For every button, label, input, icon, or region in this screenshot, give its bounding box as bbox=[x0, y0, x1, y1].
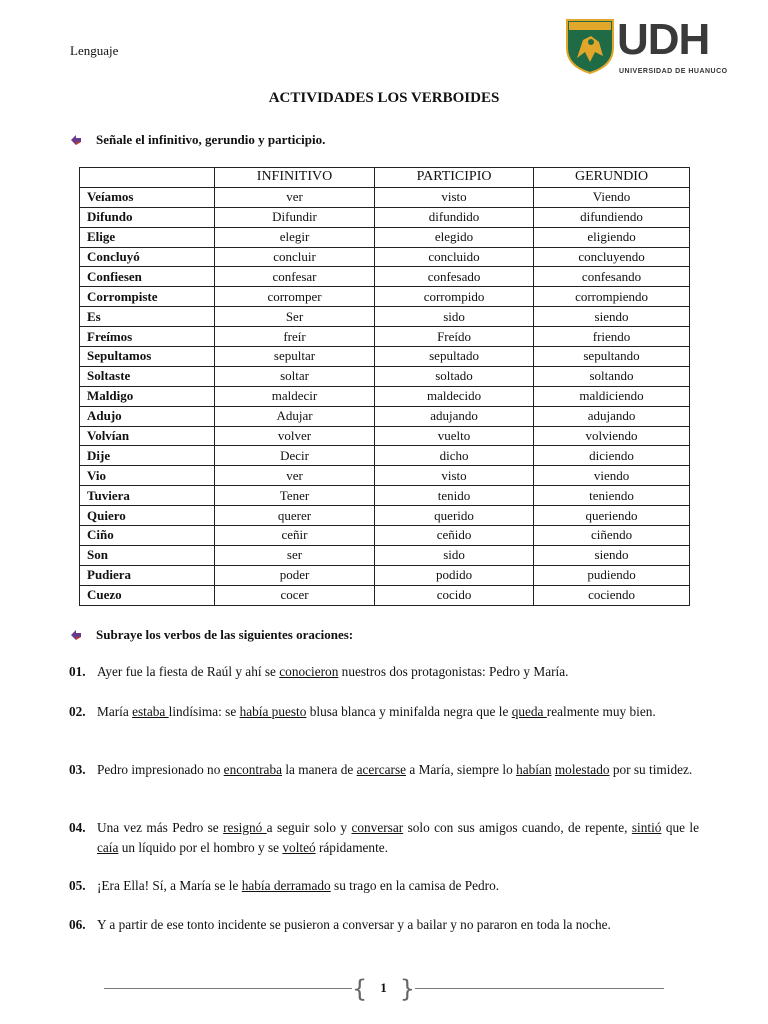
sentence-6 bbox=[69, 915, 699, 935]
participle-cell: visto bbox=[375, 187, 534, 207]
sentence-number: 05. bbox=[69, 878, 86, 893]
participle-cell: sido bbox=[375, 307, 534, 327]
page-title: ACTIVIDADES LOS VERBOIDES bbox=[268, 90, 500, 106]
table-header: PARTICIPIO bbox=[375, 168, 534, 188]
verb-cell: Son bbox=[80, 545, 215, 565]
table-row bbox=[80, 486, 690, 506]
participle-cell: sido bbox=[375, 545, 534, 565]
table-row bbox=[80, 187, 690, 207]
logo-wordmark: UDH bbox=[617, 15, 710, 64]
sentence-text bbox=[97, 915, 699, 935]
bullet-arrow-icon bbox=[70, 629, 82, 641]
gerund-cell: adujando bbox=[534, 406, 690, 426]
bracket-left-icon: { bbox=[352, 975, 368, 1003]
table-row bbox=[80, 207, 690, 227]
sentence-fragment: a seguir solo y bbox=[266, 820, 352, 835]
infinitive-cell: ver bbox=[215, 466, 375, 486]
table-row bbox=[80, 545, 690, 565]
participle-cell: elegido bbox=[375, 227, 534, 247]
sentence-text bbox=[97, 818, 699, 857]
verb-cell: Quiero bbox=[80, 506, 215, 526]
sentence-3 bbox=[69, 760, 699, 780]
verb-cell: Corrompiste bbox=[80, 287, 215, 307]
participle-cell: adujando bbox=[375, 406, 534, 426]
table-header: GERUNDIO bbox=[534, 168, 690, 188]
sentence-number: 01. bbox=[69, 664, 86, 679]
verb-cell: Es bbox=[80, 307, 215, 327]
table-row bbox=[80, 327, 690, 347]
verb-cell: Elige bbox=[80, 227, 215, 247]
sentence-fragment: Pedro impresionado no bbox=[97, 762, 224, 777]
gerund-cell: pudiendo bbox=[534, 565, 690, 585]
sentence-fragment: por su timidez. bbox=[609, 762, 693, 777]
infinitive-cell: confesar bbox=[215, 267, 375, 287]
logo-university-name: UNIVERSIDAD DE HUANUCO bbox=[619, 68, 728, 75]
verb-cell: Vio bbox=[80, 466, 215, 486]
sentence-1 bbox=[69, 662, 699, 682]
table-row bbox=[80, 506, 690, 526]
underlined-verb: queda bbox=[511, 704, 547, 719]
footer-divider-left bbox=[104, 988, 352, 989]
page-number-box bbox=[352, 976, 415, 1002]
infinitive-cell: querer bbox=[215, 506, 375, 526]
sentence-text bbox=[97, 702, 699, 722]
footer-divider-right bbox=[415, 988, 664, 989]
sentence-fragment: María bbox=[97, 704, 133, 719]
table-row bbox=[80, 227, 690, 247]
gerund-cell: Viendo bbox=[534, 187, 690, 207]
infinitive-cell: Ser bbox=[215, 307, 375, 327]
infinitive-cell: corromper bbox=[215, 287, 375, 307]
verb-cell: Tuviera bbox=[80, 486, 215, 506]
sentence-number: 03. bbox=[69, 762, 86, 777]
participle-cell: dicho bbox=[375, 446, 534, 466]
infinitive-cell: elegir bbox=[215, 227, 375, 247]
sentence-fragment: su trago en la camisa de Pedro. bbox=[330, 878, 500, 893]
table-row bbox=[80, 565, 690, 585]
gerund-cell: teniendo bbox=[534, 486, 690, 506]
infinitive-cell: sepultar bbox=[215, 347, 375, 367]
gerund-cell: soltando bbox=[534, 366, 690, 386]
gerund-cell: confesando bbox=[534, 267, 690, 287]
gerund-cell: cociendo bbox=[534, 585, 690, 605]
participle-cell: cocido bbox=[375, 585, 534, 605]
table-row bbox=[80, 366, 690, 386]
table-row bbox=[80, 287, 690, 307]
underlined-verb: volteó bbox=[282, 839, 316, 855]
table-row bbox=[80, 446, 690, 466]
gerund-cell: difundiendo bbox=[534, 207, 690, 227]
instruction-2 bbox=[70, 627, 353, 643]
gerund-cell: volviendo bbox=[534, 426, 690, 446]
participle-cell: concluido bbox=[375, 247, 534, 267]
underlined-verb: conversar bbox=[351, 820, 404, 835]
verb-cell: Confiesen bbox=[80, 267, 215, 287]
gerund-cell: ciñendo bbox=[534, 526, 690, 546]
underlined-verb: estaba bbox=[132, 704, 169, 719]
table-row bbox=[80, 307, 690, 327]
university-logo bbox=[565, 15, 745, 78]
sentence-fragment: un líquido por el hombro y se bbox=[118, 839, 283, 855]
infinitive-cell: Adujar bbox=[215, 406, 375, 426]
verb-cell: Volvían bbox=[80, 426, 215, 446]
table-row bbox=[80, 526, 690, 546]
infinitive-cell: ver bbox=[215, 187, 375, 207]
participle-cell: visto bbox=[375, 466, 534, 486]
sentence-fragment: a María, siempre lo bbox=[406, 762, 517, 777]
gerund-cell: viendo bbox=[534, 466, 690, 486]
participle-cell: confesado bbox=[375, 267, 534, 287]
table-header-row bbox=[80, 168, 690, 188]
instruction-1 bbox=[70, 132, 325, 148]
sentence-number: 04. bbox=[69, 820, 86, 835]
infinitive-cell: ser bbox=[215, 545, 375, 565]
infinitive-cell: Tener bbox=[215, 486, 375, 506]
page-number: 1 bbox=[380, 980, 387, 995]
table-row bbox=[80, 466, 690, 486]
table-row bbox=[80, 247, 690, 267]
sentence-fragment: nuestros dos protagonistas: Pedro y María. bbox=[338, 664, 569, 679]
table-header bbox=[80, 168, 215, 188]
table-row bbox=[80, 406, 690, 426]
university-shield-icon bbox=[565, 18, 615, 74]
participle-cell: soltado bbox=[375, 366, 534, 386]
sentence-fragment: blusa blanca y minifalda negra que le bbox=[306, 704, 512, 719]
participle-cell: sepultado bbox=[375, 347, 534, 367]
participle-cell: maldecido bbox=[375, 386, 534, 406]
sentence-text bbox=[97, 876, 699, 896]
underlined-verb: encontraba bbox=[223, 762, 282, 777]
underlined-verb: habían bbox=[516, 762, 552, 777]
infinitive-cell: soltar bbox=[215, 366, 375, 386]
instruction-1-text: Señale el infinitivo, gerundio y participio. bbox=[96, 132, 326, 147]
table-row bbox=[80, 267, 690, 287]
sentence-number: 02. bbox=[69, 704, 86, 719]
verb-cell: Ciño bbox=[80, 526, 215, 546]
underlined-verb: conocieron bbox=[279, 664, 339, 679]
sentence-fragment: lindísima: se bbox=[168, 704, 240, 719]
verb-cell: Dije bbox=[80, 446, 215, 466]
gerund-cell: diciendo bbox=[534, 446, 690, 466]
sentence-fragment: Ayer fue la fiesta de Raúl y ahí se bbox=[97, 664, 280, 679]
table-row bbox=[80, 585, 690, 605]
sentence-5 bbox=[69, 876, 699, 896]
underlined-verb: sintió bbox=[631, 820, 662, 835]
table-row bbox=[80, 347, 690, 367]
subject-label: Lenguaje bbox=[70, 43, 119, 58]
verb-cell: Pudiera bbox=[80, 565, 215, 585]
verb-cell: Concluyó bbox=[80, 247, 215, 267]
table-row bbox=[80, 426, 690, 446]
table-row bbox=[80, 386, 690, 406]
gerund-cell: sepultando bbox=[534, 347, 690, 367]
table-header: INFINITIVO bbox=[215, 168, 375, 188]
underlined-verb: había puesto bbox=[239, 704, 307, 719]
gerund-cell: siendo bbox=[534, 545, 690, 565]
infinitive-cell: cocer bbox=[215, 585, 375, 605]
infinitive-cell: ceñir bbox=[215, 526, 375, 546]
gerund-cell: corrompiendo bbox=[534, 287, 690, 307]
sentence-2 bbox=[69, 702, 699, 722]
infinitive-cell: poder bbox=[215, 565, 375, 585]
sentence-fragment: solo con sus amigos cuando, de repente, bbox=[403, 820, 632, 835]
underlined-verb: había derramado bbox=[241, 878, 331, 893]
gerund-cell: eligiendo bbox=[534, 227, 690, 247]
infinitive-cell: Difundir bbox=[215, 207, 375, 227]
infinitive-cell: volver bbox=[215, 426, 375, 446]
gerund-cell: siendo bbox=[534, 307, 690, 327]
sentence-number: 06. bbox=[69, 917, 86, 932]
sentence-fragment: rápidamente. bbox=[315, 839, 389, 855]
underlined-verb: molestado bbox=[554, 762, 610, 777]
verb-cell: Freímos bbox=[80, 327, 215, 347]
infinitive-cell: Decir bbox=[215, 446, 375, 466]
bracket-right-icon: } bbox=[399, 975, 415, 1003]
infinitive-cell: freír bbox=[215, 327, 375, 347]
verb-cell: Veíamos bbox=[80, 187, 215, 207]
verb-cell: Difundo bbox=[80, 207, 215, 227]
sentence-text bbox=[97, 760, 699, 780]
verb-cell: Maldigo bbox=[80, 386, 215, 406]
gerund-cell: queriendo bbox=[534, 506, 690, 526]
participle-cell: ceñido bbox=[375, 526, 534, 546]
underlined-verb: caía bbox=[97, 839, 119, 855]
participle-cell: vuelto bbox=[375, 426, 534, 446]
participle-cell: querido bbox=[375, 506, 534, 526]
verb-cell: Soltaste bbox=[80, 366, 215, 386]
participle-cell: corrompido bbox=[375, 287, 534, 307]
verb-cell: Sepultamos bbox=[80, 347, 215, 367]
sentence-fragment: Una vez más Pedro se bbox=[97, 820, 224, 835]
verb-cell: Adujo bbox=[80, 406, 215, 426]
verb-table bbox=[79, 167, 690, 606]
sentence-fragment: que le bbox=[661, 820, 700, 835]
participle-cell: difundido bbox=[375, 207, 534, 227]
sentence-fragment: la manera de bbox=[282, 762, 357, 777]
instruction-2-text: Subraye los verbos de las siguientes oraciones: bbox=[96, 627, 354, 642]
bullet-arrow-icon bbox=[70, 134, 82, 146]
gerund-cell: maldiciendo bbox=[534, 386, 690, 406]
sentence-text bbox=[97, 662, 699, 682]
verb-cell: Cuezo bbox=[80, 585, 215, 605]
underlined-verb: acercarse bbox=[356, 762, 407, 777]
sentence-4 bbox=[69, 818, 699, 857]
participle-cell: tenido bbox=[375, 486, 534, 506]
infinitive-cell: concluir bbox=[215, 247, 375, 267]
participle-cell: Freído bbox=[375, 327, 534, 347]
gerund-cell: friendo bbox=[534, 327, 690, 347]
underlined-verb: resignó bbox=[223, 820, 267, 835]
participle-cell: podido bbox=[375, 565, 534, 585]
sentence-fragment: ¡Era Ella! Sí, a María se le bbox=[97, 878, 242, 893]
gerund-cell: concluyendo bbox=[534, 247, 690, 267]
sentence-fragment: Y a partir de ese tonto incidente se pusieron a conversar y a bailar y no pararon en toda la noche. bbox=[97, 917, 611, 932]
infinitive-cell: maldecir bbox=[215, 386, 375, 406]
sentence-fragment: realmente muy bien. bbox=[546, 704, 656, 719]
